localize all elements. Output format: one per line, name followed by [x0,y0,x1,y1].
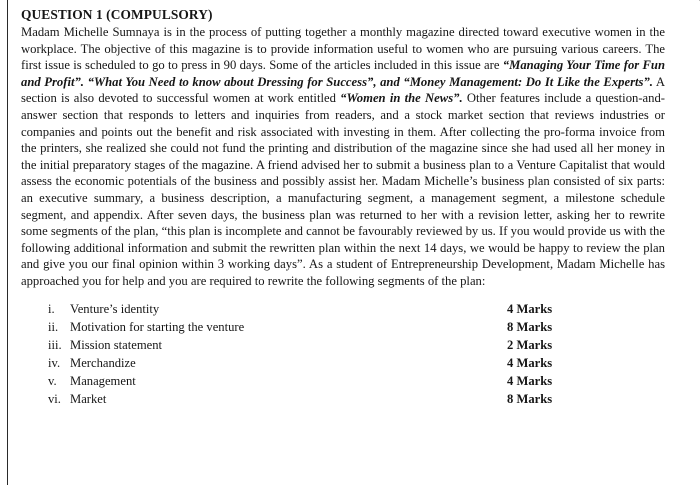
item-label: Motivation for starting the venture [70,319,245,334]
article-titles: “Managing Your Time for Fun and Profit”. “What You Need to know about Dressing for Success”, and “Money Management: Do It Like the Experts”. [21,58,665,89]
item-marks: 8 Marks [507,319,553,334]
list-item [21,372,665,390]
item-label: Venture’s identity [70,301,160,316]
question-paragraph [21,24,665,290]
item-label: Mission statement [70,337,162,352]
paragraph-run: Madam Michelle Sumnaya is in the process of putting together a monthly magazine directed toward executive women in the workplace. The objective of this magazine is to provide information useful to women who are pursuing various careers. The first issue is scheduled to go to press in 90 days. Some of the articles included in this issue are [21,25,665,73]
item-numeral: iii. [48,337,62,352]
question-block [21,6,665,408]
item-marks: 8 Marks [507,391,553,406]
list-item [21,354,665,372]
question-heading: QUESTION 1 (COMPULSORY) [21,7,213,22]
segments-list [21,300,665,408]
item-label: Management [70,373,136,388]
paragraph-run: A section is also devoted to successful women at work entitled [21,74,665,106]
list-item [21,318,665,336]
list-item [21,300,665,318]
item-numeral: v. [48,373,57,388]
item-numeral: iv. [48,355,61,370]
item-marks: 4 Marks [507,373,553,388]
item-marks: 4 Marks [507,355,553,370]
item-numeral: ii. [48,319,59,334]
item-label: Merchandize [70,355,136,370]
section-title: “Women in the News”. [340,91,463,106]
list-item [21,336,665,354]
item-numeral: vi. [48,391,61,406]
item-numeral: i. [48,301,55,316]
list-item [21,390,665,408]
item-label: Market [70,391,107,406]
item-marks: 2 Marks [507,337,553,352]
item-marks: 4 Marks [507,301,553,316]
paragraph-run: Other features include a question-and-answer section that responds to letters and inquiries from readers, and a stock market section that reviews industries or companies and points out the benefit and risk associated with investing in them. After collecting the pro-forma invoice from the printers, she realized she could not fund the printing and distribution of the magazine since she had used all her money in the initial preparatory stages of the magazine. A friend advised her to submit a business plan to a Venture Capitalist that would assess the economic potentials of the business and possibly assist her. Madam Michelle’s business plan consisted of six parts: an executive summary, a business description, a manufacturing segment, a management segment, a milestone schedule segment, and appendix. After seven days, the business plan was returned to her with a revision letter, asking her to rewrite some segments of the plan, “this plan is incomplete and cannot be favourably reviewed by us. If you would provide us with the following additional information and submit the rewritten plan within the next 14 days, we would be happy to review the plan and give you our final opinion within 3 working days”. As a student of Entrepreneurship Development, Madam Michelle has approached you for help and you are required to rewrite the following segments of the plan: [21,91,665,288]
